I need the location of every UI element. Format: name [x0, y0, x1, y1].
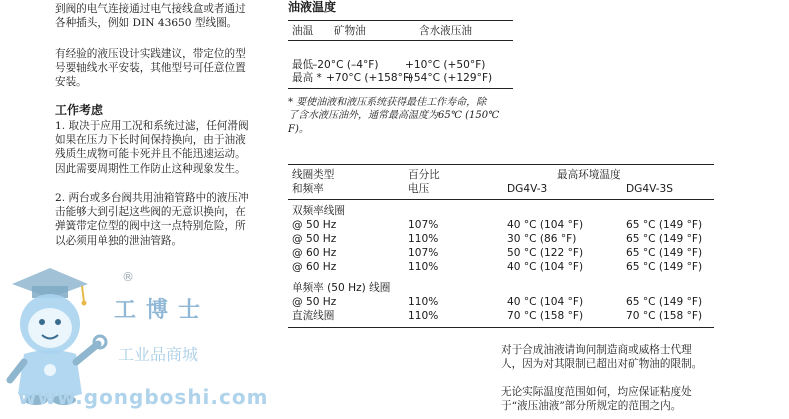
viscosity-note: [501, 385, 692, 413]
table-row-frequency: @ 60 Hz: [292, 247, 337, 259]
text-line: 以必须用单独的泄油管路。: [55, 234, 183, 247]
table-row-dg4v-3s: 65 °C (149 °F): [626, 296, 703, 308]
table-row-dg4v-3: 30 °C (86 °F): [507, 233, 577, 245]
ambient-top-rule: [288, 164, 714, 165]
table-row-dg4v-3s: 65 °C (149 °F): [626, 247, 703, 259]
col-header-water-fluid: 含水液压油: [419, 25, 472, 37]
oil-temp-top-rule: [288, 20, 513, 21]
text-line: 如果在压力下长时间保持换向，由于油液: [55, 134, 246, 147]
text-line: F)。: [288, 123, 309, 135]
oil-temp-header-rule: [288, 40, 513, 41]
oil-temp-mineral-value: –20°C (–4°F): [312, 59, 379, 71]
text-line: 安装。: [55, 76, 87, 89]
table-row-percent: 110%: [408, 310, 439, 322]
text-line: 百分比: [408, 169, 440, 181]
text-line: 各种插头，例如 DIN 43650 型线圈。: [55, 17, 238, 30]
oil-temp-mineral-value: +70°C (+158°F): [326, 72, 414, 84]
group-title-dual-frequency: 双频率线圈: [292, 205, 345, 217]
table-row-percent: 110%: [408, 296, 439, 308]
text-line: 残质生成物可能卡死并且不能迅速运动。: [55, 148, 246, 161]
table-row-frequency: @ 60 Hz: [292, 261, 337, 273]
text-line: 电压: [408, 183, 430, 196]
operation-item-1: [55, 119, 277, 176]
table-row-dg4v-3: 40 °C (104 °F): [507, 219, 584, 231]
watermark-brand: 工博士: [114, 297, 211, 323]
text-line: 1. 取决于应用工况和系统过滤，任何滑阀: [55, 120, 249, 132]
table-row-percent: 107%: [408, 219, 439, 231]
table-row-dg4v-3s: 65 °C (149 °F): [626, 233, 703, 245]
table-row-dg4v-3: 40 °C (104 °F): [507, 296, 584, 308]
col-header-coil-type: [292, 168, 334, 197]
col-header-dg4v-3: DG4V-3: [507, 183, 548, 195]
table-row-dg4v-3: 50 °C (122 °F): [507, 247, 584, 259]
table-row-frequency: @ 50 Hz: [292, 296, 337, 308]
intro-paragraph: [55, 2, 277, 30]
text-line: 人，因为对其限制已超出对矿物油的限制。: [501, 358, 703, 371]
oil-temp-footnote: [288, 96, 524, 136]
oil-temp-heading: 油液温度: [288, 0, 337, 14]
text-line: 2. 两台或多台阀共用油箱管路中的液压冲: [55, 192, 249, 204]
text-line: 对于合成油液请询问制造商或威格士代理: [501, 344, 692, 356]
table-row-percent: 107%: [408, 247, 439, 259]
text-line: 击能够大到引起这些阀的无意识换向，在: [55, 206, 246, 219]
ambient-header-rule: [288, 199, 714, 200]
table-row-frequency: 直流线圈: [292, 310, 335, 322]
text-line: 有经验的液压设计实践建议，带定位的型: [55, 48, 246, 60]
text-line: 了含水液压油外，通常最高温度为65℃ (150℃: [288, 110, 500, 122]
table-row-frequency: @ 50 Hz: [292, 233, 337, 245]
table-row-frequency: @ 50 Hz: [292, 219, 337, 231]
synthetic-fluid-note: [501, 343, 702, 371]
operation-item-2: [55, 191, 277, 248]
col-header-dg4v-3s: DG4V-3S: [626, 183, 674, 195]
table-row-dg4v-3s: 70 °C (158 °F): [626, 310, 703, 322]
text-line: 到阀的电气连接通过电气接线盒或者通过: [55, 3, 246, 15]
table-row-dg4v-3: 40 °C (104 °F): [507, 261, 584, 273]
table-row-percent: 110%: [408, 233, 439, 245]
text-line: 和频率: [292, 183, 324, 196]
table-row-dg4v-3s: 65 °C (149 °F): [626, 219, 703, 231]
ambient-bottom-rule: [288, 327, 714, 328]
registered-mark: ®: [122, 270, 134, 284]
mounting-paragraph: [55, 47, 277, 90]
col-header-max-ambient: 最高环境温度: [557, 169, 621, 181]
oil-temp-bottom-rule: [288, 88, 513, 89]
oil-temp-row-label: 最高 *: [292, 72, 322, 84]
text-line: * 要使油液和液压系统获得最佳工作寿命，除: [288, 97, 487, 108]
col-header-mineral-oil: 矿物油: [334, 25, 366, 37]
oil-temp-water-value: +10°C (+50°F): [405, 59, 486, 71]
text-line: 于“液压油液”部分所规定的范围之内。: [501, 400, 682, 413]
oil-temp-water-value: +54°C (+129°F): [405, 72, 493, 84]
table-row-percent: 110%: [408, 261, 439, 273]
text-line: 线圈类型: [292, 169, 335, 181]
group-title-single-frequency: 单频率 (50 Hz) 线圈: [292, 282, 391, 294]
oil-temp-row-label: 最低: [292, 59, 314, 71]
text-line: 弹簧带定位型的阀中这一点特别危险，所: [55, 220, 246, 233]
section-heading-operation: 工作考虑: [55, 103, 104, 117]
col-header-percent-voltage: [408, 168, 440, 197]
table-row-dg4v-3: 70 °C (158 °F): [507, 310, 584, 322]
watermark-subtitle: 工业品商城: [118, 345, 199, 364]
col-header-oil-temp: 油温: [292, 25, 314, 37]
text-line: 号要轴线水平安装，其他型号可任意位置: [55, 62, 246, 75]
text-line: 无论实际温度范围如何，均应保证粘度处: [501, 386, 692, 398]
watermark-url: www.gongboshi.com: [18, 385, 269, 409]
table-row-dg4v-3s: 65 °C (149 °F): [626, 261, 703, 273]
text-line: 因此需要周期性工作防止这种现象发生。: [55, 162, 246, 175]
